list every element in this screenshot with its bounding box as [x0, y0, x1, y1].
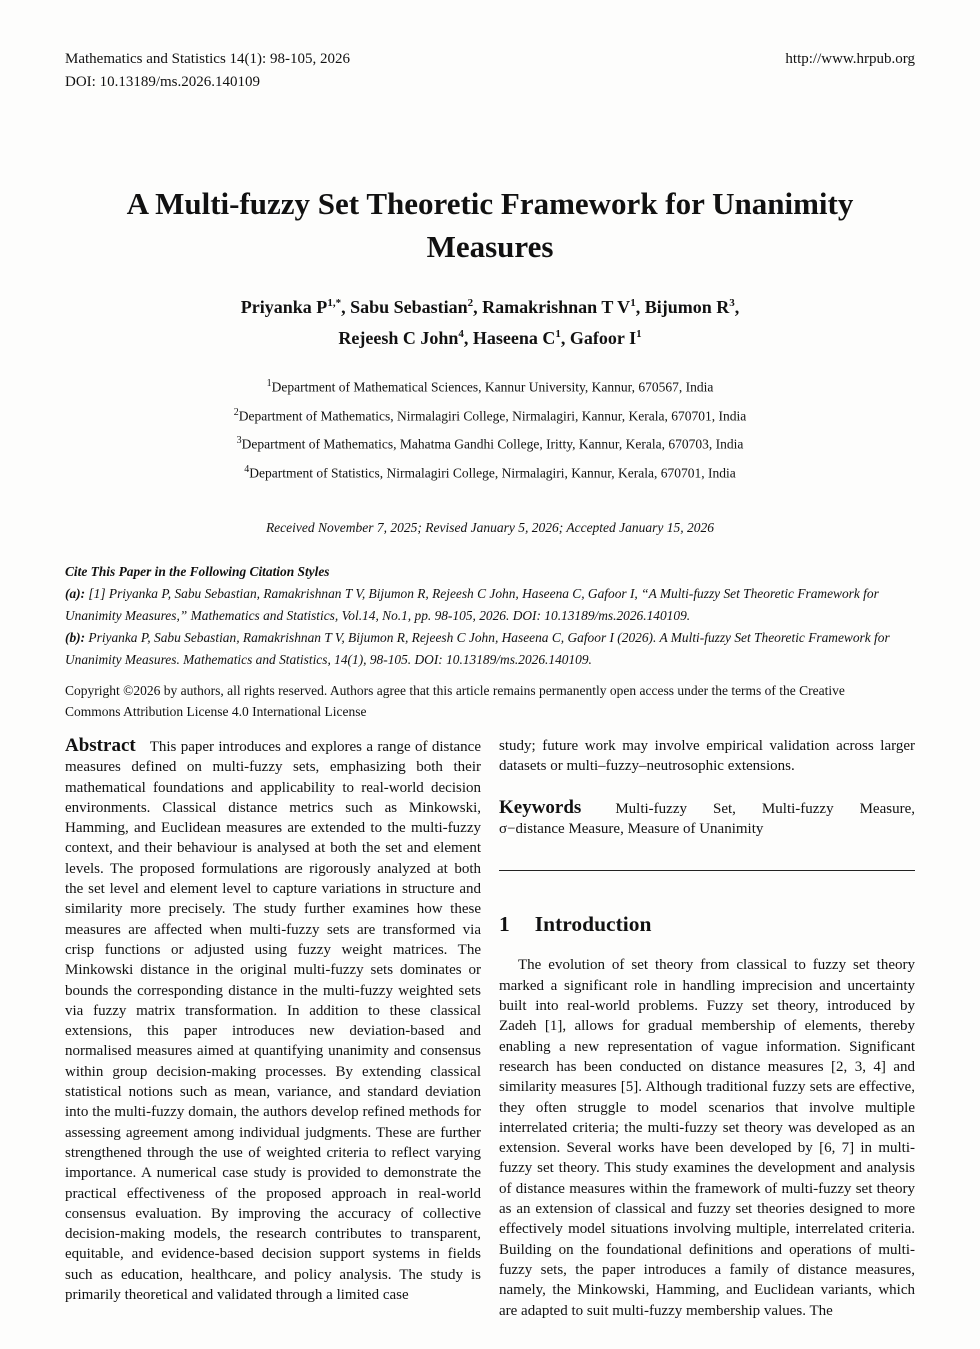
- copyright-notice: Copyright ©2026 by authors, all rights reserved. Authors agree that this article remains permanently open access under the terms of the Creative Commons Attribution License 4.0 International License: [65, 683, 845, 719]
- keywords-paragraph: [499, 798, 915, 840]
- abstract-continuation: study; future work may involve empirical validation across larger datasets or multi–fuzzy–neutrosophic extensions.: [499, 738, 915, 775]
- author-affiliation-marker: 4: [458, 328, 464, 340]
- section-title: Introduction: [534, 912, 652, 937]
- author-affiliation-marker: 1: [636, 328, 642, 340]
- page-header: [65, 48, 915, 94]
- author-name: Bijumon R: [644, 297, 730, 317]
- authors-line: Rejeesh C John$^4$, Haseena $C^1$, Gafoor $I^1$: [338, 328, 642, 348]
- authors: [65, 290, 915, 352]
- doi-line: DOI: 10.13189/ms.2026.140109: [65, 74, 260, 90]
- affiliation-marker: 2: [233, 406, 239, 418]
- keywords-text: Multi-fuzzy Set, Multi-fuzzy Measure, σ−distance Measure, Measure of Unanimity: [499, 800, 915, 837]
- citation-entry: (b): Priyanka P, Sabu Sebastian, Ramakrishnan T V, Bijumon R, Rejeesh C John, Haseena C, Gafoor I (2026). A Multi-fuzzy Set Theoretic Framework for Unanimity Measures. Mathematics and Statistics, 14(1), 98-105. DOI: 10.13189/ms.2026.140109.: [65, 630, 890, 667]
- affiliation-marker: 1: [266, 378, 272, 389]
- author-name: Sabu Sebastian: [350, 297, 468, 317]
- author-affiliation-marker: 1,*: [327, 297, 342, 309]
- author-name: Haseena C: [472, 328, 556, 348]
- affiliations: [65, 371, 915, 485]
- abstract-label: Abstract: [65, 735, 136, 756]
- abstract-text: This paper introduces and explores a range of distance measures defined on multi-fuzzy sets, emphasizing both their mathematical foundations and applicability to real-world decision environments. Classical distance metrics such as Minkowski, Hamming, and Euclidean measures are extended to the multi-fuzzy context, and their behaviour is analysed at both the set and element levels. The proposed formulations are rigorously analyzed at both the set level and element level to capture variations in structure and similarity more precisely. The study further examines how these measures are affected when multi-fuzzy sets are transformed via crisp functions or adjusted using fuzzy weight matrices. The Minkowski distance in the original multi-fuzzy sets dominates or bounds the corresponding distance in the multi-fuzzy weighted sets via fuzzy matrix transformation. In addition to these classical extensions, this paper introduces new deviation-based and normalised measures aimed at quantifying unanimity and consensus within group decision-making processes. By extending classical statistical notions such as mean, variance, and standard deviation into the multi-fuzzy domain, the authors develop refined methods for assessing agreement among individual judgments. These are further strengthened through the use of weighted criteria to reflect varying importance. A numerical case study is provided to demonstrate the practical effectiveness of the proposed approach in real-world consensus evaluation. By improving the accuracy of collective decision-making models, the research contributes to transparent, equitable, and evidence-based decision support systems in fields such as education, healthcare, and policy analysis. The study is primarily theoretical and validated through a limited case: [65, 739, 481, 1304]
- author-name: Gafoor I: [569, 328, 637, 348]
- keywords-label: Keywords: [499, 796, 582, 818]
- author-affiliation-marker: 3: [729, 297, 735, 309]
- publisher-url: http://www.hrpub.org: [785, 51, 915, 67]
- citation-style-label: (a):: [65, 586, 89, 601]
- section-number: 1: [499, 912, 510, 937]
- affiliation-line: $^3$Department of Mathematics, Mahatma Gandhi College, Iritty, Kannur, Kerala, 670703, India: [236, 435, 744, 452]
- journal-line: Mathematics and Statistics 14(1): 98-105, 2026: [65, 51, 350, 67]
- right-column: [499, 736, 915, 1321]
- author-name: Ramakrishnan T V: [482, 297, 631, 317]
- citation-style-label: (b):: [65, 630, 89, 645]
- introduction-paragraph: The evolution of set theory from classical to fuzzy set theory marked a significant role in handling imprecision and uncertainty built into real-world problems. Fuzzy set theory, introduced by Zadeh [1], allows for gradual membership of elements, thereby enabling a new representation of vague information. Significant research has been conducted on distance measures [2, 3, 4] and similarity measures [5]. Although traditional fuzzy sets are effective, they often struggle to model scenarios that involve multiple interrelated criteria; the multi-fuzzy set theory was developed as an extension. Several works have been developed by [6, 7] in multi-fuzzy set theory. This study examines the development and analysis of distance measures within the framework of multi-fuzzy set theory as an extension of classical and fuzzy set theories designed to more effectively model situations involving multiple, interrelated criteria. Building on the foundational definitions and operations of multi-fuzzy sets, the paper introduces a family of distance measures, namely, the Minkowski, Hamming, and Euclidean variants, which are adapted to suit multi-fuzzy membership values. The: [499, 957, 915, 1319]
- author-affiliation-marker: 1: [630, 297, 636, 309]
- abstract-paragraph: [65, 736, 481, 1305]
- authors-line: Priyanka $P^{1,*}$, Sabu Sebastian$^2$, Ramakrishnan T $V^1$, Bijumon $R^3$,: [240, 297, 740, 317]
- journal-info: [65, 48, 350, 94]
- author-affiliation-marker: 1: [555, 328, 561, 340]
- affiliation-line: $^2$Department of Mathematics, Nirmalagiri College, Nirmalagiri, Kannur, Kerala, 670701, India: [233, 406, 747, 423]
- left-column: [65, 736, 481, 1321]
- keywords-divider: [499, 870, 915, 871]
- author-name: Priyanka P: [240, 297, 328, 317]
- received-line: Received November 7, 2025; Revised January 5, 2026; Accepted January 15, 2026: [265, 520, 715, 535]
- author-name: Rejeesh C John: [338, 328, 459, 348]
- affiliation-line: $^1$Department of Mathematical Sciences, Kannur University, Kannur, 670567, India: [266, 378, 714, 395]
- two-column-body: [65, 736, 915, 1321]
- citation-heading: Cite This Paper in the Following Citation Styles: [65, 564, 330, 579]
- citation-entry: (a): [1] Priyanka P, Sabu Sebastian, Ramakrishnan T V, Bijumon R, Rejeesh C John, Haseena C, Gafoor I, “A Multi-fuzzy Set Theoretic Framework for Unanimity Measures,” Mathematics and Statistics, Vol.14, No.1, pp. 98-105, 2026. DOI: 10.13189/ms.2026.140109.: [65, 586, 879, 623]
- citation-entries: [65, 583, 915, 671]
- author-affiliation-marker: 2: [467, 297, 474, 309]
- section-heading-introduction: [499, 912, 915, 937]
- affiliation-line: $^4$Department of Statistics, Nirmalagiri College, Nirmalagiri, Kannur, Kerala, 670701, India: [244, 463, 736, 480]
- citation-block: [65, 561, 915, 671]
- paper-title: A Multi-fuzzy Set Theoretic Framework for Unanimity Measures: [126, 186, 854, 264]
- affiliation-marker: 3: [236, 435, 242, 446]
- affiliation-marker: 4: [244, 463, 250, 475]
